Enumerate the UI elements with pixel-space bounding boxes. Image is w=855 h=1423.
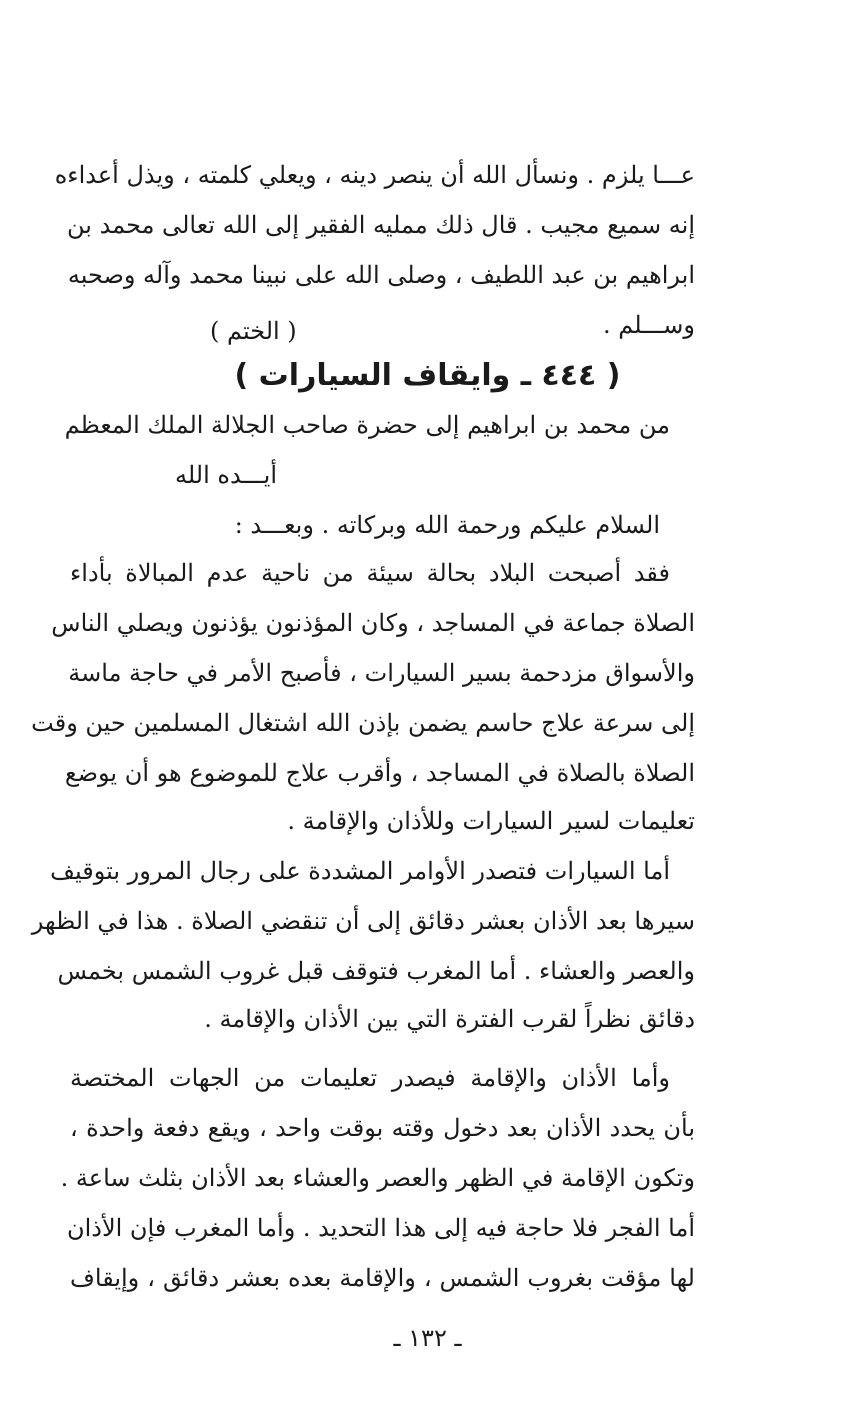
text-line: إنه سميع مجيب . قال ذلك ممليه الفقير إلى الله تعالى محمد بن — [67, 211, 695, 239]
paragraph-line: والأسواق مزدحمة بسير السيارات ، فأصبح الأمر في حاجة ماسة — [68, 659, 695, 687]
paragraph-line: الصلاة جماعة في المساجد ، وكان المؤذنون يؤذنون ويصلي الناس — [51, 609, 695, 637]
paragraph-line: الصلاة بالصلاة في المساجد ، وأقرب علاج للموضوع هو أن يوضع — [64, 759, 695, 787]
address-line: من محمد بن ابراهيم إلى حضرة صاحب الجلالة الملك المعظم — [64, 411, 670, 439]
text-line: ابراهيم بن عبد اللطيف ، وصلى الله على نبينا محمد وآله وصحبه — [67, 261, 695, 289]
paragraph-line: بأن يحدد الأذان بعد دخول وقته بوقت واحد ، ويقع دفعة واحدة ، — [70, 1114, 695, 1142]
paragraph-line: أما الفجر فلا حاجة فيه إلى هذا التحديد . وأما المغرب فإن الأذان — [66, 1214, 695, 1242]
paragraph-line: سيرها بعد الأذان بعشر دقائق إلى أن تنقضي الصلاة . هذا في الظهر — [31, 907, 695, 935]
text-line: وســـلم . — [603, 311, 695, 339]
address-blessing: أيـــده الله — [174, 461, 277, 489]
paragraph-line: فقد أصبحت البلاد بحالة سيئة من ناحية عدم المبالاة بأداء — [70, 559, 670, 587]
page-number: ـ ١٣٢ ـ — [393, 1324, 462, 1352]
seal-label: ( الختم ) — [210, 317, 297, 345]
paragraph-line: لها مؤقت بغروب الشمس ، والإقامة بعده بعشر دقائق ، وإيقاف — [70, 1264, 695, 1292]
paragraph-line: وتكون الإقامة في الظهر والعصر والعشاء بعد الأذان بثلث ساعة . — [60, 1164, 695, 1192]
paragraph-line: دقائق نظراً لقرب الفترة التي بين الأذان والإقامة . — [204, 1005, 695, 1033]
section-title: ( ٤٤٤ ـ وايقاف السيارات ) — [234, 358, 621, 393]
paragraph-line: إلى سرعة علاج حاسم يضمن بإذن الله اشتغال المسلمين حين وقت — [31, 709, 695, 737]
paragraph-line: أما السيارات فتصدر الأوامر المشددة على رجال المرور بتوقيف — [50, 857, 670, 885]
text-line: عـــا يلزم . ونسأل الله أن ينصر دينه ، ويعلي كلمته ، ويذل أعداءه — [54, 161, 695, 189]
paragraph-line: والعصر والعشاء . أما المغرب فتوقف قبل غروب الشمس بخمس — [57, 957, 695, 985]
greeting-line: السلام عليكم ورحمة الله وبركاته . وبعـــد : — [234, 511, 660, 539]
paragraph-line: وأما الأذان والإقامة فيصدر تعليمات من الجهات المختصة — [70, 1064, 670, 1092]
paragraph-line: تعليمات لسير السيارات وللأذان والإقامة . — [287, 807, 695, 835]
